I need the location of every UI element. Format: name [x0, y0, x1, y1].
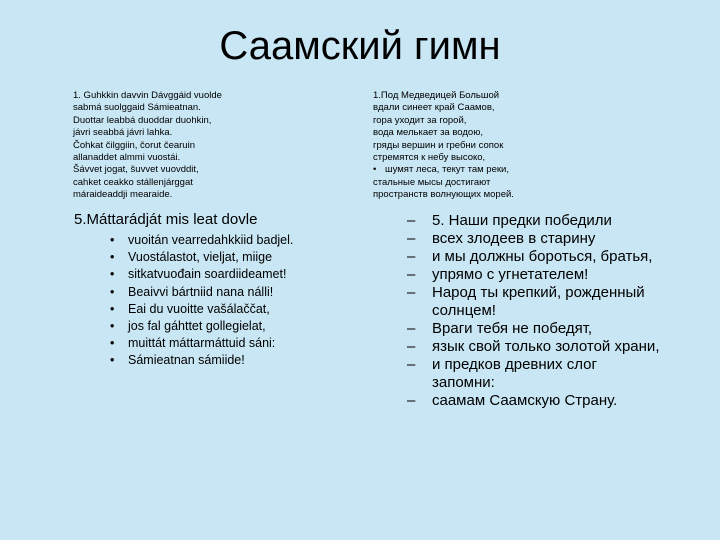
list-item	[110, 232, 293, 249]
list-item-text: всех злодеев в старину	[432, 230, 596, 247]
verse-line: 1.Под Медведицей Большой	[373, 90, 500, 101]
list-item	[407, 374, 659, 392]
verse-text: шумят леса, текут там реки,	[385, 164, 509, 176]
russian-verse-5-list	[407, 212, 659, 410]
verse-line: 1. Guhkkin davvin Dávggáid vuolde	[73, 90, 222, 101]
list-item-text: упрямо с угнетателем!	[432, 266, 589, 283]
list-item-text: jos fal gáhttet gollegielat,	[128, 319, 266, 334]
bullet-mark: •	[110, 233, 115, 247]
list-item-text: sitkatvuođain soardiideamet!	[128, 267, 287, 282]
list-item-text: саамам Саамскую Страну.	[432, 392, 618, 409]
list-item	[407, 230, 659, 248]
list-item-text: запомни:	[432, 374, 495, 391]
list-item-text: Sámieatnan sámiide!	[128, 353, 245, 368]
verse-line: стальные мысы достигают	[373, 176, 491, 188]
list-item-text: и мы должны бороться, братья,	[432, 248, 653, 265]
bullet-mark: •	[110, 301, 115, 316]
dash-mark: –	[407, 212, 416, 229]
list-item	[110, 318, 293, 335]
verse-line: Duottar leabbá duoddar duohkin,	[73, 114, 212, 126]
list-item	[407, 266, 659, 284]
verse-line: máraideaddji mearaide.	[73, 189, 173, 201]
sami-verse-5-heading: 5.Máttarádját mis leat dovle	[74, 211, 258, 228]
bullet-mark: •	[110, 353, 115, 368]
list-item-text: Beaivvi bártniid nana nálli!	[128, 284, 274, 299]
list-item	[110, 301, 293, 318]
list-item	[407, 212, 659, 230]
list-item	[407, 356, 659, 374]
bullet-mark: •	[110, 250, 115, 265]
list-item	[407, 248, 659, 266]
verse-line: вода мелькает за водою,	[373, 127, 483, 139]
list-item-text: Vuostálastot, vieljat, miige	[128, 250, 273, 265]
list-item-text: Eai du vuoitte vašálaččat,	[128, 301, 270, 316]
verse-line: Čohkat čilggiin, čorut čearuin	[73, 139, 195, 151]
dash-mark: –	[407, 266, 416, 283]
dash-mark: –	[407, 248, 416, 265]
list-item	[110, 249, 293, 266]
list-item-text: Народ ты крепкий, рожденный	[432, 284, 645, 301]
verse-line: гряды вершин и гребни сопок	[373, 139, 504, 151]
dash-mark: –	[407, 320, 416, 337]
verse-line: sabmá suolggaid Sámieatnan.	[73, 102, 201, 114]
dash-mark: –	[407, 338, 416, 355]
bullet-mark: •	[110, 319, 115, 334]
dash-mark: –	[407, 230, 416, 247]
list-item	[110, 335, 293, 352]
page-title: Саамский гимн	[219, 24, 501, 68]
list-item	[407, 392, 659, 410]
list-item-text: Враги тебя не победят,	[432, 320, 593, 337]
sami-verse-5-list	[110, 232, 293, 370]
verse-line: пространств волнующих морей.	[373, 189, 514, 201]
dash-mark: –	[407, 392, 416, 409]
dash-mark: –	[407, 356, 416, 373]
verse-line: вдали синеет край Саамов,	[373, 102, 495, 114]
verse-line: allanaddet almmi vuostái.	[73, 152, 181, 164]
list-item-text: и предков древних слог	[432, 356, 597, 373]
list-item	[110, 284, 293, 301]
list-item	[407, 284, 659, 302]
dash-mark: –	[407, 284, 416, 301]
verse-line: jávri seabbá jávri lahka.	[73, 127, 173, 139]
bullet-mark: •	[373, 164, 377, 176]
verse-line: гора уходит за горой,	[373, 114, 467, 126]
list-item-text: muittát máttarmáttuid sáni:	[128, 336, 276, 351]
list-item	[407, 302, 659, 320]
verse-line	[373, 164, 514, 176]
bullet-mark: •	[110, 267, 115, 282]
list-item-text: язык свой только золотой храни,	[432, 338, 660, 355]
russian-verse-1	[373, 90, 514, 202]
list-item-text: солнцем!	[432, 302, 496, 319]
verse-line: стремятся к небу высоко,	[373, 152, 486, 164]
list-item	[407, 338, 659, 356]
list-item-text: 5. Наши предки победили	[432, 212, 612, 229]
bullet-mark: •	[110, 336, 115, 351]
verse-line: cahket ceakko stállenjárggat	[73, 176, 193, 188]
verse-line: Šávvet jogat, šuvvet vuovddit,	[73, 164, 199, 176]
list-item	[407, 320, 659, 338]
bullet-mark: •	[110, 284, 115, 299]
sami-verse-1	[73, 90, 222, 202]
list-item	[110, 352, 293, 369]
list-item-text: vuoitán vearredahkkiid badjel.	[128, 233, 294, 247]
list-item	[110, 266, 293, 283]
